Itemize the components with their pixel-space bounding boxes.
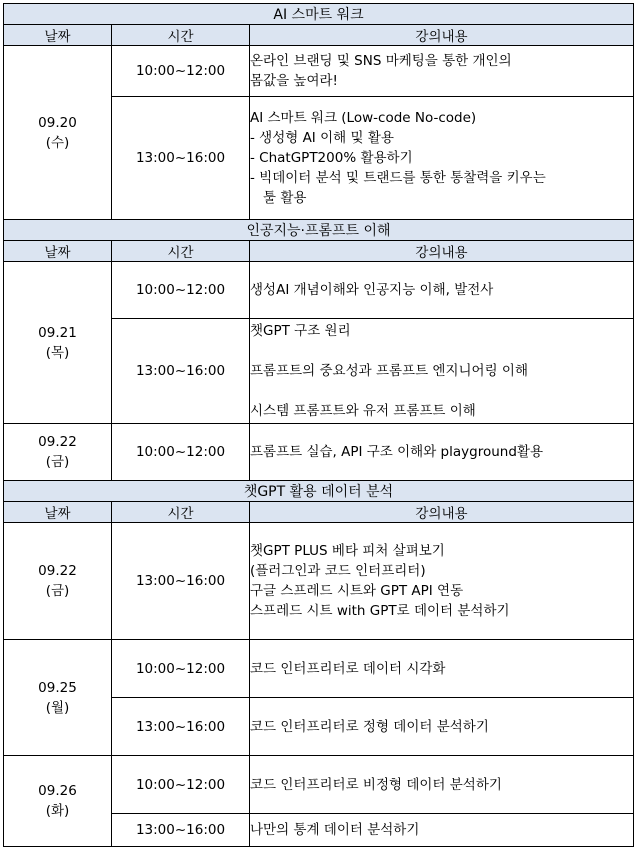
schedule-row bbox=[4, 424, 634, 481]
header-content: 강의내용 bbox=[250, 502, 634, 523]
section-title: 인공지능·프롬프트 이해 bbox=[4, 220, 634, 241]
date-cell: 09.22 (금) bbox=[4, 523, 112, 640]
time-cell: 10:00~12:00 bbox=[112, 756, 250, 814]
content-cell: 코드 인터프리터로 데이터 시각화 bbox=[250, 640, 634, 698]
header-date: 날짜 bbox=[4, 241, 112, 262]
schedule-row bbox=[4, 46, 634, 97]
date-cell: 09.26 (화) bbox=[4, 756, 112, 847]
header-content: 강의내용 bbox=[250, 25, 634, 46]
header-time: 시간 bbox=[112, 502, 250, 523]
date-cell: 09.21 (목) bbox=[4, 262, 112, 424]
header-content: 강의내용 bbox=[250, 241, 634, 262]
content-cell: 나만의 통계 데이터 분석하기 bbox=[250, 814, 634, 847]
schedule-row bbox=[4, 262, 634, 319]
header-time: 시간 bbox=[112, 241, 250, 262]
time-cell: 13:00~16:00 bbox=[112, 319, 250, 424]
date-cell: 09.25 (월) bbox=[4, 640, 112, 756]
column-header-row bbox=[4, 25, 634, 46]
date-cell: 09.22 (금) bbox=[4, 424, 112, 481]
section-title-row bbox=[4, 481, 634, 502]
content-cell: 프롬프트 실습, API 구조 이해와 playground활용 bbox=[250, 424, 634, 481]
time-cell: 10:00~12:00 bbox=[112, 46, 250, 97]
content-cell: AI 스마트 워크 (Low-code No-code) - 생성형 AI 이해 및 활용 - ChatGPT200% 활용하기 - 빅데이터 분석 및 트랜드를 통한 통찰력을 키우는 툴 활용 bbox=[250, 97, 634, 220]
schedule-row bbox=[4, 523, 634, 640]
header-date: 날짜 bbox=[4, 25, 112, 46]
time-cell: 10:00~12:00 bbox=[112, 424, 250, 481]
section-title: AI 스마트 워크 bbox=[4, 4, 634, 25]
content-cell: 챗GPT PLUS 베타 피처 살펴보기 (플러그인과 코드 인터프리터) 구글 스프레드 시트와 GPT API 연동 스프레드 시트 with GPT로 데이터 분석하기 bbox=[250, 523, 634, 640]
schedule-row bbox=[4, 640, 634, 698]
section-title-row bbox=[4, 4, 634, 25]
schedule-row bbox=[4, 756, 634, 814]
section-title: 챗GPT 활용 데이터 분석 bbox=[4, 481, 634, 502]
header-date: 날짜 bbox=[4, 502, 112, 523]
time-cell: 13:00~16:00 bbox=[112, 814, 250, 847]
content-cell: 코드 인터프리터로 비정형 데이터 분석하기 bbox=[250, 756, 634, 814]
column-header-row bbox=[4, 241, 634, 262]
lecture-schedule-table bbox=[3, 3, 634, 847]
header-time: 시간 bbox=[112, 25, 250, 46]
content-cell: 코드 인터프리터로 정형 데이터 분석하기 bbox=[250, 698, 634, 756]
section-title-row bbox=[4, 220, 634, 241]
date-cell: 09.20 (수) bbox=[4, 46, 112, 220]
time-cell: 10:00~12:00 bbox=[112, 262, 250, 319]
content-cell: 생성AI 개념이해와 인공지능 이해, 발전사 bbox=[250, 262, 634, 319]
time-cell: 10:00~12:00 bbox=[112, 640, 250, 698]
content-cell: 챗GPT 구조 원리 프롬프트의 중요성과 프롬프트 엔지니어링 이해 시스템 프롬프트와 유저 프롬프트 이해 bbox=[250, 319, 634, 424]
content-cell: 온라인 브랜딩 및 SNS 마케팅을 통한 개인의 몸값을 높여라! bbox=[250, 46, 634, 97]
time-cell: 13:00~16:00 bbox=[112, 523, 250, 640]
column-header-row bbox=[4, 502, 634, 523]
time-cell: 13:00~16:00 bbox=[112, 698, 250, 756]
time-cell: 13:00~16:00 bbox=[112, 97, 250, 220]
